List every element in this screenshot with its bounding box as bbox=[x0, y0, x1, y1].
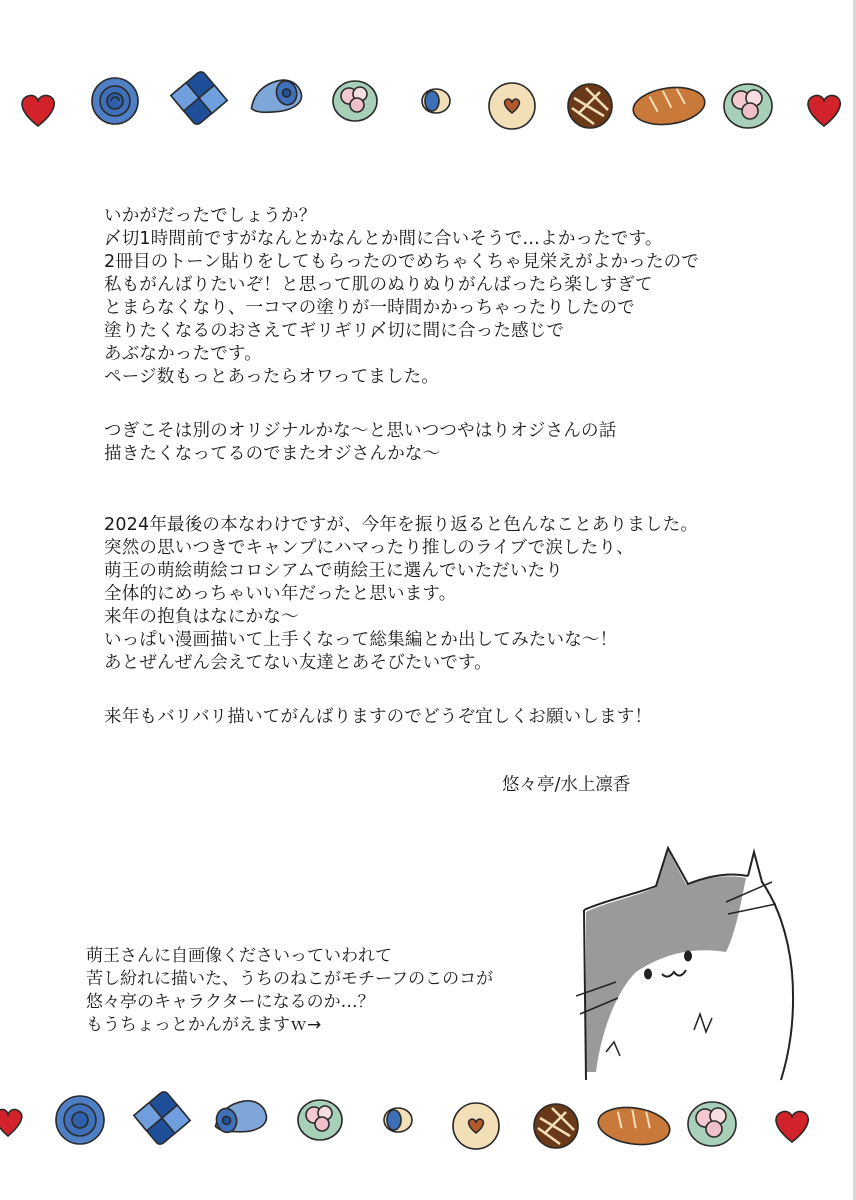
cat-character-note bbox=[86, 945, 493, 1037]
roll-cookie-icon bbox=[422, 89, 450, 113]
text-line: ページ数もっとあったらオワってました。 bbox=[104, 367, 440, 387]
text-line: 〆切1時間前ですがなんとかなんとか間に合いそうで…よかったです。 bbox=[104, 229, 663, 249]
chocolate-drizzle-cookie-icon bbox=[568, 84, 612, 128]
paragraph-next-book bbox=[104, 420, 616, 466]
text-line: 全体的にめっちゃいい年だったと思います。 bbox=[104, 584, 457, 604]
pink-flower-cookie-icon bbox=[724, 84, 772, 128]
text-line: 萌王さんに自画像くださいっていわれて bbox=[86, 946, 392, 966]
blue-swirl-cookie-icon bbox=[212, 1098, 269, 1137]
checker-cookie-icon bbox=[171, 70, 227, 126]
text-line: 2冊目のトーン貼りをしてもらったのでめちゃくちゃ見栄えがよかったので bbox=[104, 252, 700, 272]
paragraph-intro bbox=[104, 205, 699, 389]
blue-swirl-cookie-icon bbox=[246, 76, 304, 119]
text-line: 来年もバリバリ描いてがんばりますのでどうぞ宜しくお願いします！ bbox=[104, 707, 653, 727]
cat-mascot-illustration bbox=[576, 842, 796, 1082]
jam-heart-cookie-icon bbox=[453, 1103, 499, 1149]
pink-flower-cookie-icon bbox=[298, 1100, 342, 1140]
cookie-row-graphic bbox=[0, 68, 856, 138]
text-line: いかがだったでしょうか？ bbox=[104, 206, 317, 226]
bread-loaf-icon bbox=[631, 83, 707, 129]
text-line: もうちょっとかんがえますｗ→ bbox=[86, 1015, 322, 1035]
checker-cookie-icon bbox=[134, 1090, 190, 1146]
text-line: 描きたくなってるのでまたオジさんかな～ bbox=[104, 444, 441, 464]
text-line: あぶなかったです。 bbox=[104, 344, 262, 364]
blue-rose-cookie-icon bbox=[92, 78, 138, 124]
pink-flower-cookie-icon bbox=[333, 81, 377, 121]
blue-rose-cookie-icon bbox=[56, 1096, 104, 1144]
heart-icon bbox=[22, 95, 54, 126]
text-line: あとぜんぜん会えてない友達とあそびたいです。 bbox=[104, 653, 492, 673]
cookie-row-graphic bbox=[0, 1086, 856, 1156]
text-line: つぎこそは別のオリジナルかな～と思いつつやはりオジさんの話 bbox=[104, 421, 617, 441]
paragraph-closing bbox=[104, 706, 652, 729]
text-line: 悠々亭のキャラクターになるのか…？ bbox=[86, 992, 375, 1012]
text-line: いっぱい漫画描いて上手くなって総集編とか出してみたいな～！ bbox=[104, 630, 618, 650]
text-line: 来年の抱負はなにかな～ bbox=[104, 607, 299, 627]
author-signature: 悠々亭/水上凛香 bbox=[502, 775, 631, 795]
text-line: 私もがんばりたいぞ！と思って肌のぬりぬりがんばったら楽しすぎて bbox=[104, 275, 653, 295]
heart-icon bbox=[808, 95, 840, 126]
text-line: 突然の思いつきでキャンプにハマったり推しのライブで涙したり、 bbox=[104, 538, 634, 558]
heart-icon bbox=[0, 1109, 22, 1136]
cat-face-icon bbox=[576, 842, 796, 1082]
text-line: 苦し紛れに描いた、うちのねこがモチーフのこのコが bbox=[86, 969, 494, 989]
bread-loaf-icon bbox=[596, 1103, 672, 1149]
paragraph-year-review bbox=[104, 514, 698, 675]
heart-icon bbox=[776, 1111, 808, 1142]
roll-cookie-icon bbox=[384, 1108, 412, 1132]
top-cookie-border bbox=[0, 68, 856, 138]
pink-flower-cookie-icon bbox=[688, 1102, 736, 1146]
text-line: 塗りたくなるのおさえてギリギリ〆切に間に合った感じで bbox=[104, 321, 565, 341]
chocolate-drizzle-cookie-icon bbox=[534, 1104, 578, 1148]
text-line: 2024年最後の本なわけですが、今年を振り返ると色んなことありました。 bbox=[104, 515, 699, 535]
bottom-cookie-border bbox=[0, 1086, 856, 1156]
text-line: 萌王の萌絵萌絵コロシアムで萌絵王に選んでいただいたり bbox=[104, 561, 563, 581]
jam-heart-cookie-icon bbox=[489, 83, 535, 129]
text-line: とまらなくなり、一コマの塗りが一時間かかっちゃったりしたので bbox=[104, 298, 635, 318]
